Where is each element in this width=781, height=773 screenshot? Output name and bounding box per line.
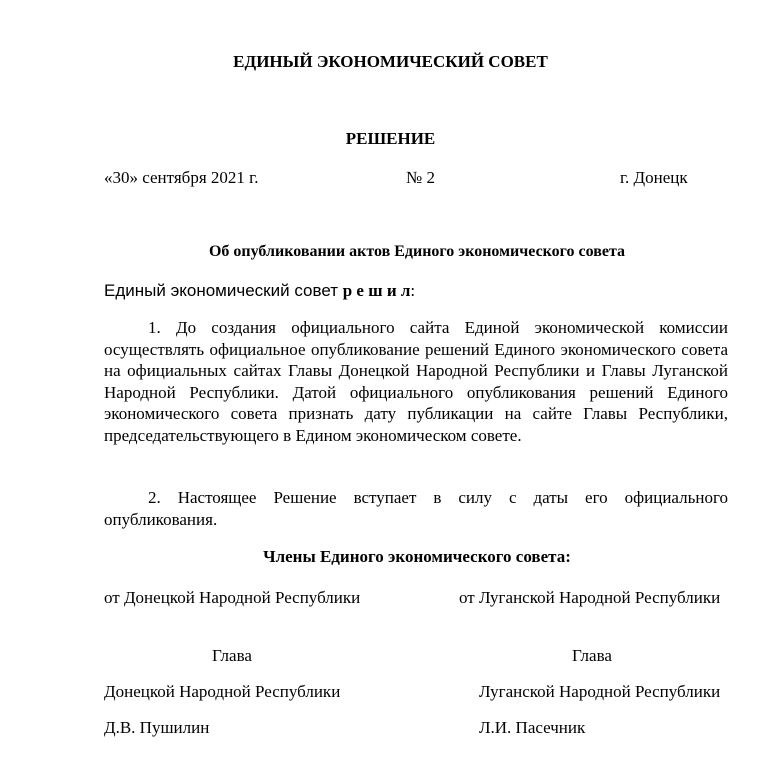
document-subject: Об опубликовании актов Единого экономического совета — [208, 243, 626, 260]
document-number: № 2 — [406, 168, 435, 187]
signatory-2-from: от Луганской Народной Республики — [459, 588, 721, 607]
signatory-2-republic: Луганской Народной Республики — [479, 682, 721, 701]
item-1: 1. До создания официального сайта Единой экономической комиссии осуществлять официальное опубликование решений Единого экономического совета на официальных сайтах Главы Донецкой Народной Республики и Главы Луганской Народной Республики. Датой официального опубликования решений Единого экономического совета признать дату публикации на сайте Главы Республики, председательствующего в Едином экономическом совете. — [104, 318, 728, 445]
members-heading: Члены Единого экономического совета: — [263, 547, 571, 566]
document-date: «30» сентября 2021 г. — [104, 168, 259, 187]
preamble-text: Единый экономический совет — [104, 281, 343, 300]
preamble — [104, 281, 415, 301]
document-place: г. Донецк — [620, 168, 688, 187]
organization-title: ЕДИНЫЙ ЭКОНОМИЧЕСКИЙ СОВЕТ — [233, 52, 548, 71]
document-type: РЕШЕНИЕ — [345, 129, 436, 148]
signatory-1-title: Глава — [212, 646, 252, 665]
signatory-1-from: от Донецкой Народной Республики — [104, 588, 361, 607]
preamble-decided: р е ш и л — [342, 281, 411, 300]
signatory-2-title: Глава — [572, 646, 612, 665]
item-2: 2. Настоящее Решение вступает в силу с даты его официального опубликования. — [104, 488, 728, 529]
preamble-colon: : — [410, 281, 416, 300]
signatory-1-republic: Донецкой Народной Республики — [104, 682, 341, 701]
signatory-1-name: Д.В. Пушилин — [104, 718, 210, 737]
signatory-2-name: Л.И. Пасечник — [479, 718, 586, 737]
